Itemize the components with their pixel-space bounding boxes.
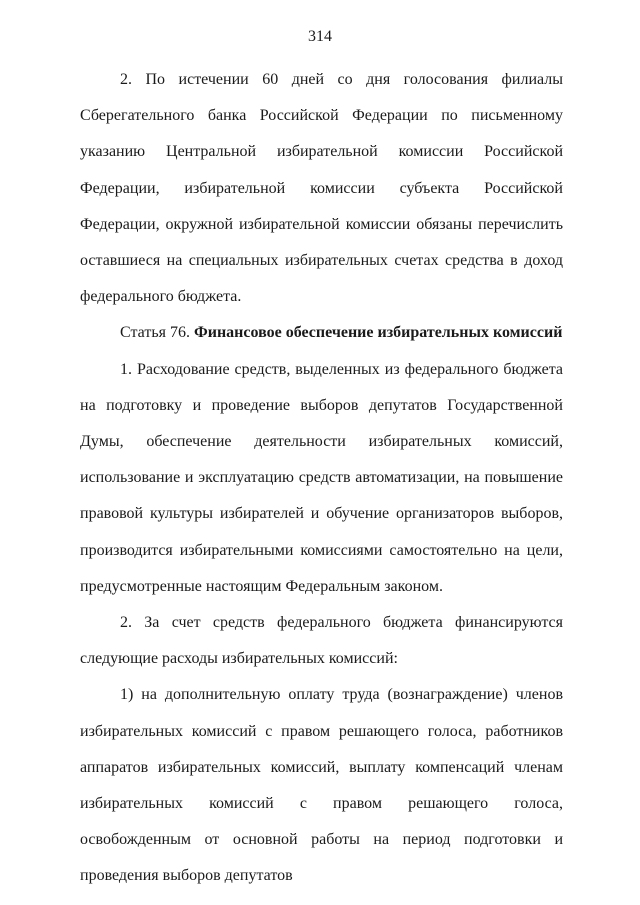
- article-title: Финансовое обеспечение избирательных комиссий: [193, 324, 563, 342]
- paragraph-2-funds-transfer: 2. По истечении 60 дней со дня голосования филиалы Сберегательного банка Российской Федерации по письменному указанию Центральной избирательной комиссии Российской Федерации, избирательной комиссии субъекта Российской Федерации, окружной избирательной комиссии обязаны перечислить оставшиеся на специальных избирательных счетах средства в доход федерального бюджета.: [80, 71, 563, 306]
- article-paragraph-2: 2. За счет средств федерального бюджета финансируются следующие расходы избирательных комиссий:: [80, 614, 563, 668]
- article-paragraph-1: 1. Расходование средств, выделенных из федерального бюджета на подготовку и проведение выборов депутатов Государственной Думы, обеспечение деятельности избирательных комиссий, использование и эксплуатацию средств автоматизации, на повышение правовой культуры избирателей и обучение организаторов выборов, производится избирательными комиссиями самостоятельно на цели, предусмотренные настоящим Федеральным законом.: [80, 360, 563, 595]
- article-subitem-1: 1) на дополнительную оплату труда (вознаграждение) членов избирательных комиссий с правом решающего голоса, работников аппаратов избирательных комиссий, выплату компенсаций членам избирательных комиссий с правом решающего голоса, освобожденным от основной работы на период подготовки и проведения выборов депутатов: [80, 686, 563, 885]
- document-body: [80, 62, 563, 895]
- article-heading: [80, 315, 563, 351]
- article-label: Статья 76.: [120, 324, 190, 342]
- page-number: 314: [308, 28, 332, 45]
